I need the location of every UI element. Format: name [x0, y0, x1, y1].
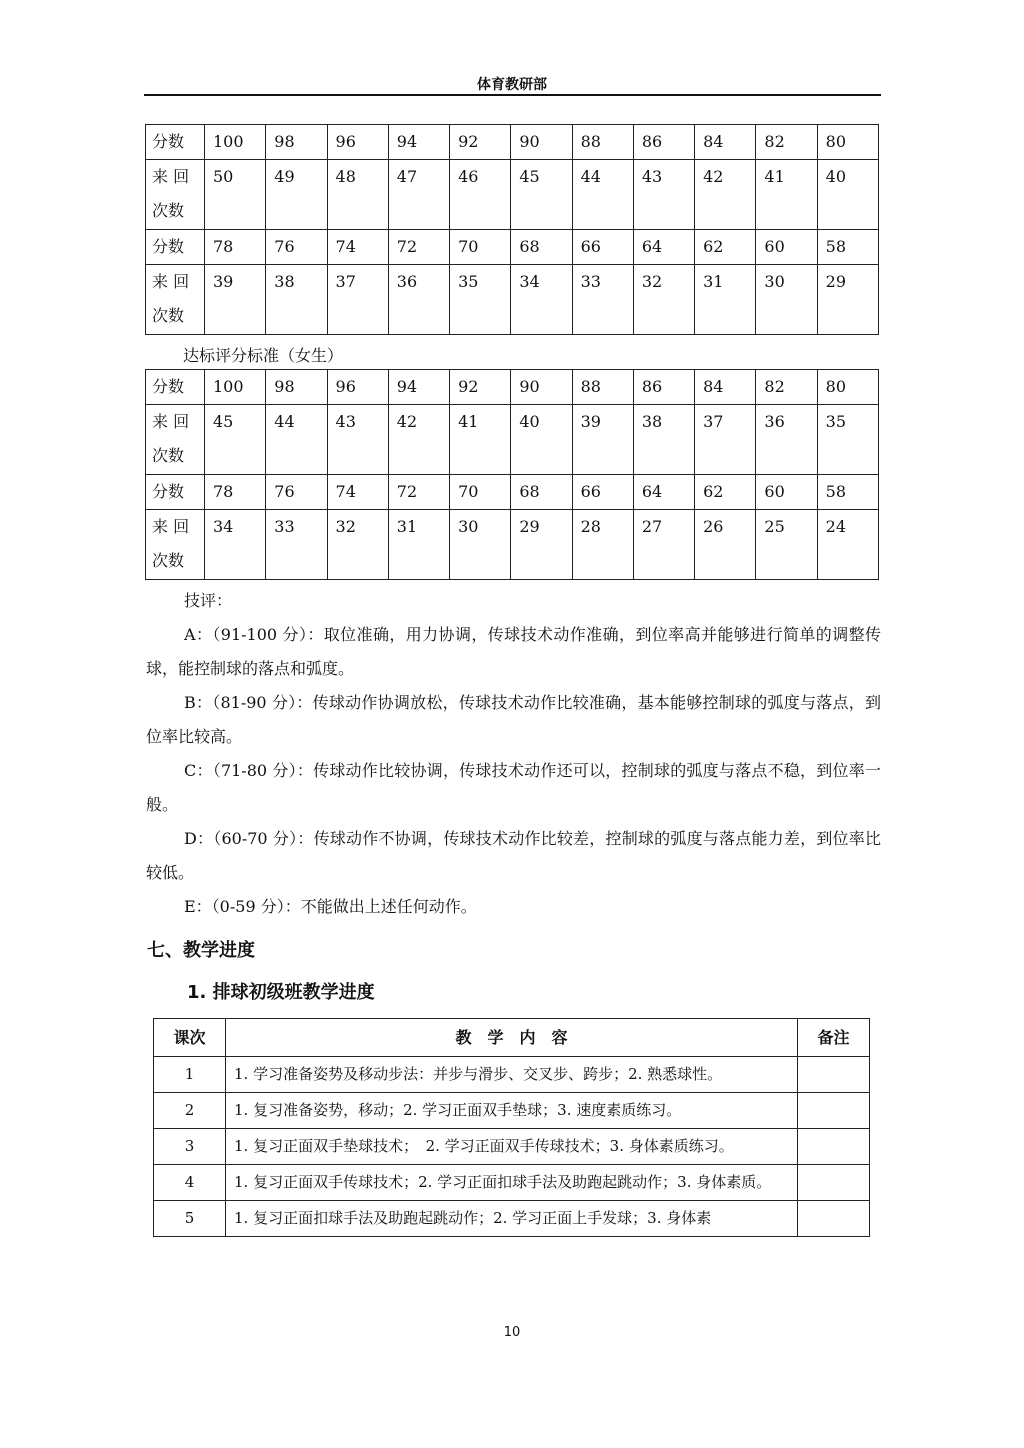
table-cell: 28 — [572, 510, 633, 580]
table-cell: 66 — [572, 230, 633, 265]
lesson-note — [798, 1093, 870, 1129]
count-row — [146, 405, 879, 475]
table-cell: 80 — [817, 125, 878, 160]
lesson-number: 3 — [154, 1129, 226, 1165]
table-cell: 31 — [695, 265, 756, 335]
table-cell: 42 — [695, 160, 756, 230]
table-cell: 96 — [327, 125, 388, 160]
schedule-row — [154, 1201, 870, 1237]
table-cell: 60 — [756, 230, 817, 265]
lesson-note — [798, 1129, 870, 1165]
table-cell: 44 — [572, 160, 633, 230]
schedule-row — [154, 1057, 870, 1093]
table-cell: 43 — [327, 405, 388, 475]
table-cell: 76 — [266, 475, 327, 510]
table-cell: 94 — [388, 370, 449, 405]
table-cell: 84 — [695, 125, 756, 160]
schedule-row — [154, 1165, 870, 1201]
table-cell: 84 — [695, 370, 756, 405]
table-cell: 40 — [511, 405, 572, 475]
grade-b: B：（81-90 分）：传球动作协调放松，传球技术动作比较准确，基本能够控制球的弧度与落点，到位率比较高。 — [146, 693, 881, 746]
table-cell: 33 — [572, 265, 633, 335]
grade-a: A：（91-100 分）：取位准确，用力协调，传球技术动作准确，到位率高并能够进行简单的调整传球，能控制球的落点和弧度。 — [146, 625, 881, 678]
grade-e: E：（0-59 分）：不能做出上述任何动作。 — [184, 897, 477, 916]
table-cell: 35 — [817, 405, 878, 475]
table-cell: 76 — [266, 230, 327, 265]
table-cell: 30 — [756, 265, 817, 335]
table-cell: 36 — [756, 405, 817, 475]
lesson-note — [798, 1165, 870, 1201]
table-cell: 41 — [450, 405, 511, 475]
table-cell: 33 — [266, 510, 327, 580]
table-cell: 30 — [450, 510, 511, 580]
row-label-line2: 次数 — [152, 551, 185, 570]
male-score-table — [145, 124, 879, 335]
score-row — [146, 475, 879, 510]
row-label: 分数 — [146, 370, 205, 405]
table-cell: 72 — [388, 230, 449, 265]
row-label-line1: 来 回 — [152, 272, 190, 291]
header-note: 备注 — [798, 1019, 870, 1057]
row-label: 分数 — [146, 230, 205, 265]
table-cell: 45 — [205, 405, 266, 475]
table-cell: 86 — [633, 370, 694, 405]
lesson-content: 1. 复习正面双手传球技术；2. 学习正面扣球手法及助跑起跳动作；3. 身体素质。 — [226, 1165, 798, 1201]
table-cell: 66 — [572, 475, 633, 510]
table-cell: 100 — [205, 125, 266, 160]
row-label — [146, 160, 205, 230]
row-label-line1: 来 回 — [152, 167, 190, 186]
table-cell: 62 — [695, 475, 756, 510]
header-rule — [144, 94, 881, 96]
section-heading: 七、教学进度 — [147, 940, 255, 961]
table-cell: 42 — [388, 405, 449, 475]
lesson-content: 1. 复习正面扣球手法及助跑起跳动作；2. 学习正面上手发球；3. 身体素 — [226, 1201, 798, 1237]
row-label: 分数 — [146, 125, 205, 160]
table-cell: 27 — [633, 510, 694, 580]
row-label-line1: 来 回 — [152, 412, 190, 431]
row-label-line2: 次数 — [152, 201, 185, 220]
table-cell: 37 — [327, 265, 388, 335]
table-cell: 74 — [327, 230, 388, 265]
table-cell: 43 — [633, 160, 694, 230]
table-cell: 45 — [511, 160, 572, 230]
table-cell: 34 — [205, 510, 266, 580]
header-content: 教 学 内 容 — [226, 1019, 798, 1057]
table-cell: 41 — [756, 160, 817, 230]
table-cell: 39 — [572, 405, 633, 475]
row-label-line2: 次数 — [152, 306, 185, 325]
running-header: 体育教研部 — [477, 77, 547, 93]
header-lesson: 课次 — [154, 1019, 226, 1057]
table-cell: 26 — [695, 510, 756, 580]
table-cell: 48 — [327, 160, 388, 230]
table-cell: 74 — [327, 475, 388, 510]
row-label — [146, 405, 205, 475]
table-cell: 36 — [388, 265, 449, 335]
table-cell: 88 — [572, 370, 633, 405]
lesson-content: 1. 复习准备姿势，移动；2. 学习正面双手垫球；3. 速度素质练习。 — [226, 1093, 798, 1129]
count-row — [146, 160, 879, 230]
schedule-header-row — [154, 1019, 870, 1057]
row-label-line1: 来 回 — [152, 517, 190, 536]
table-cell: 29 — [511, 510, 572, 580]
female-table-caption: 达标评分标准（女生） — [183, 346, 344, 365]
lesson-number: 4 — [154, 1165, 226, 1201]
table-cell: 62 — [695, 230, 756, 265]
count-row — [146, 265, 879, 335]
schedule-table — [153, 1018, 870, 1237]
table-cell: 98 — [266, 370, 327, 405]
subsection-heading: 1. 排球初级班教学进度 — [187, 982, 375, 1003]
female-score-table — [145, 369, 879, 580]
lesson-note — [798, 1057, 870, 1093]
row-label-line2: 次数 — [152, 446, 185, 465]
table-cell: 70 — [450, 475, 511, 510]
table-cell: 39 — [205, 265, 266, 335]
schedule-row — [154, 1129, 870, 1165]
table-cell: 31 — [388, 510, 449, 580]
table-cell: 92 — [450, 125, 511, 160]
table-cell: 92 — [450, 370, 511, 405]
table-cell: 78 — [205, 230, 266, 265]
table-cell: 32 — [327, 510, 388, 580]
table-cell: 78 — [205, 475, 266, 510]
table-cell: 90 — [511, 125, 572, 160]
skill-eval-title: 技评： — [184, 591, 233, 610]
lesson-content: 1. 学习准备姿势及移动步法：并步与滑步、交叉步、跨步；2. 熟悉球性。 — [226, 1057, 798, 1093]
table-cell: 24 — [817, 510, 878, 580]
table-cell: 58 — [817, 230, 878, 265]
table-cell: 90 — [511, 370, 572, 405]
grade-d: D：（60-70 分）：传球动作不协调，传球技术动作比较差，控制球的弧度与落点能力差，到位率比较低。 — [146, 829, 881, 882]
lesson-content: 1. 复习正面双手垫球技术； 2. 学习正面双手传球技术；3. 身体素质练习。 — [226, 1129, 798, 1165]
table-cell: 100 — [205, 370, 266, 405]
table-cell: 64 — [633, 475, 694, 510]
page-number: 10 — [503, 1325, 521, 1340]
table-cell: 88 — [572, 125, 633, 160]
table-cell: 32 — [633, 265, 694, 335]
table-cell: 60 — [756, 475, 817, 510]
table-cell: 70 — [450, 230, 511, 265]
row-label: 分数 — [146, 475, 205, 510]
lesson-number: 5 — [154, 1201, 226, 1237]
score-row — [146, 125, 879, 160]
table-cell: 82 — [756, 125, 817, 160]
lesson-number: 1 — [154, 1057, 226, 1093]
table-cell: 50 — [205, 160, 266, 230]
score-row — [146, 230, 879, 265]
table-cell: 86 — [633, 125, 694, 160]
grade-c: C：（71-80 分）：传球动作比较协调，传球技术动作还可以，控制球的弧度与落点不稳，到位率一般。 — [146, 761, 881, 814]
table-cell: 25 — [756, 510, 817, 580]
table-cell: 46 — [450, 160, 511, 230]
row-label — [146, 265, 205, 335]
score-row — [146, 370, 879, 405]
table-cell: 29 — [817, 265, 878, 335]
table-cell: 58 — [817, 475, 878, 510]
table-cell: 80 — [817, 370, 878, 405]
table-cell: 49 — [266, 160, 327, 230]
table-cell: 98 — [266, 125, 327, 160]
table-cell: 64 — [633, 230, 694, 265]
table-cell: 38 — [633, 405, 694, 475]
table-cell: 68 — [511, 230, 572, 265]
schedule-row — [154, 1093, 870, 1129]
table-cell: 44 — [266, 405, 327, 475]
count-row — [146, 510, 879, 580]
table-cell: 34 — [511, 265, 572, 335]
table-cell: 38 — [266, 265, 327, 335]
table-cell: 68 — [511, 475, 572, 510]
row-label — [146, 510, 205, 580]
table-cell: 40 — [817, 160, 878, 230]
lesson-note — [798, 1201, 870, 1237]
table-cell: 35 — [450, 265, 511, 335]
table-cell: 47 — [388, 160, 449, 230]
lesson-number: 2 — [154, 1093, 226, 1129]
table-cell: 72 — [388, 475, 449, 510]
table-cell: 82 — [756, 370, 817, 405]
table-cell: 37 — [695, 405, 756, 475]
table-cell: 96 — [327, 370, 388, 405]
table-cell: 94 — [388, 125, 449, 160]
